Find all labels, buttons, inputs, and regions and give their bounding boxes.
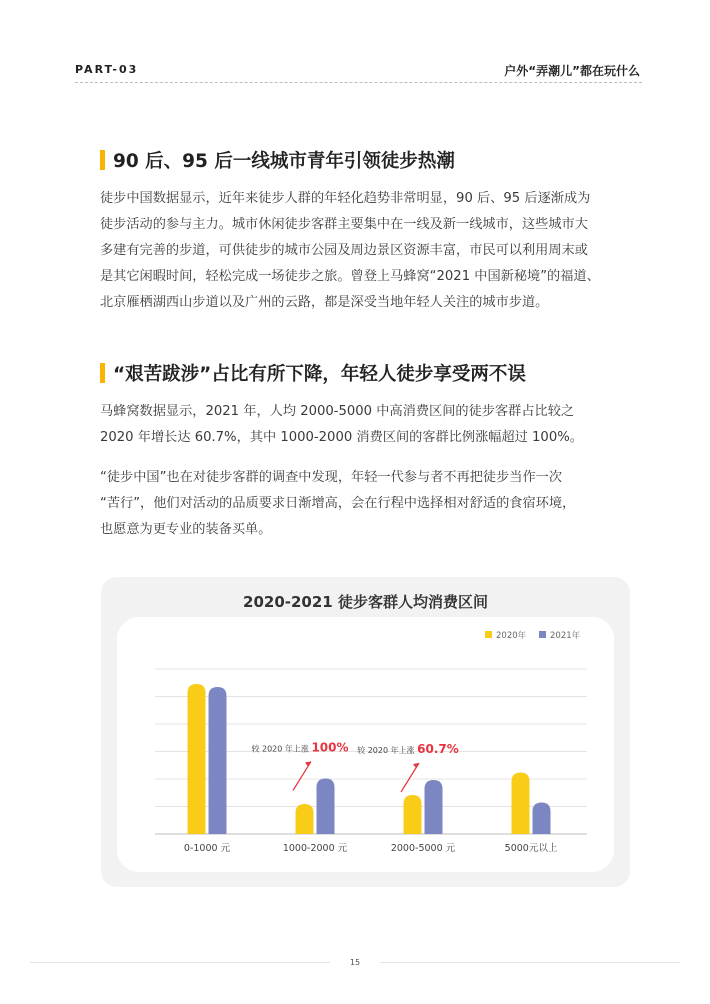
legend-label: 2020年	[496, 631, 527, 641]
heading-accent-bar	[100, 150, 105, 170]
text-line: 徒步中国数据显示，近年来徒步人群的年轻化趋势非常明显，90 后、95 后逐渐成为	[100, 191, 591, 206]
annotation-prefix: 较 2020 年上涨	[251, 744, 312, 754]
header-part-label: PART-03	[75, 63, 139, 76]
x-tick-label: 2000-5000 元	[390, 843, 456, 854]
x-tick-label: 5000元以上	[504, 843, 558, 854]
x-tick-label: 0-1000 元	[183, 843, 231, 854]
legend-swatch	[539, 631, 546, 638]
text-line: 2020 年增长达 60.7%，其中 1000-2000 消费区间的客群比例涨幅超过 100%。	[100, 430, 583, 445]
section1-title: 90 后、95 后一线城市青年引领徒步热潮	[113, 151, 455, 172]
annotation-value: 60.7%	[417, 742, 459, 756]
legend-label: 2021年	[550, 631, 581, 641]
text-line: 是其它闲暇时间，轻松完成一场徒步之旅。曾登上马蜂窝“2021 中国新秘境”的福道、	[100, 269, 600, 284]
text-line: “徒步中国”也在对徒步客群的调查中发现，年轻一代参与者不再把徒步当作一次	[100, 470, 563, 485]
chart-panel	[117, 617, 614, 872]
section2-heading	[100, 360, 526, 386]
chart-card	[101, 577, 630, 887]
bar-chart	[117, 617, 614, 872]
text-line: 北京雁栖湖西山步道以及广州的云路，都是深受当地年轻人关注的城市步道。	[100, 295, 549, 310]
section2-paragraph-1	[100, 399, 635, 451]
bar	[317, 779, 335, 835]
legend-swatch	[485, 631, 492, 638]
section1-paragraph	[100, 186, 635, 316]
chart-title: 2020-2021 徒步客群人均消费区间	[243, 593, 488, 611]
section1-heading	[100, 147, 455, 173]
text-line: 徒步活动的参与主力。城市休闲徒步客群主要集中在一线及新一线城市，这些城市大	[100, 217, 588, 232]
text-line: “苦行”，他们对活动的品质要求日渐增高，会在行程中选择相对舒适的食宿环境，	[100, 496, 576, 511]
bar	[296, 804, 314, 834]
heading-accent-bar	[100, 363, 105, 383]
bar	[209, 687, 227, 834]
bar	[425, 780, 443, 834]
section2-title: “艰苦跋涉”占比有所下降，年轻人徒步享受两不误	[113, 364, 526, 385]
bar	[533, 803, 551, 835]
annotation-value: 100%	[311, 740, 349, 755]
header-section-title: 户外“弄潮儿”都在玩什么	[504, 64, 640, 78]
x-tick-label: 1000-2000 元	[282, 843, 348, 854]
bar	[512, 773, 530, 835]
text-line: 也愿意为更专业的装备买单。	[100, 522, 272, 537]
section2-paragraph-2	[100, 465, 635, 543]
bar	[404, 795, 422, 834]
header-divider	[75, 82, 642, 83]
page-number: 15	[349, 958, 361, 967]
text-line: 多建有完善的步道，可供徒步的城市公园及周边景区资源丰富，市民可以利用周末或	[100, 243, 588, 258]
growth-annotation	[251, 741, 348, 755]
text-line: 马蜂窝数据显示，2021 年，人均 2000-5000 中高消费区间的徒步客群占比较之	[100, 404, 575, 419]
growth-annotation	[357, 742, 459, 756]
annotation-prefix: 较 2020 年上涨	[357, 746, 418, 755]
bar	[188, 684, 206, 834]
